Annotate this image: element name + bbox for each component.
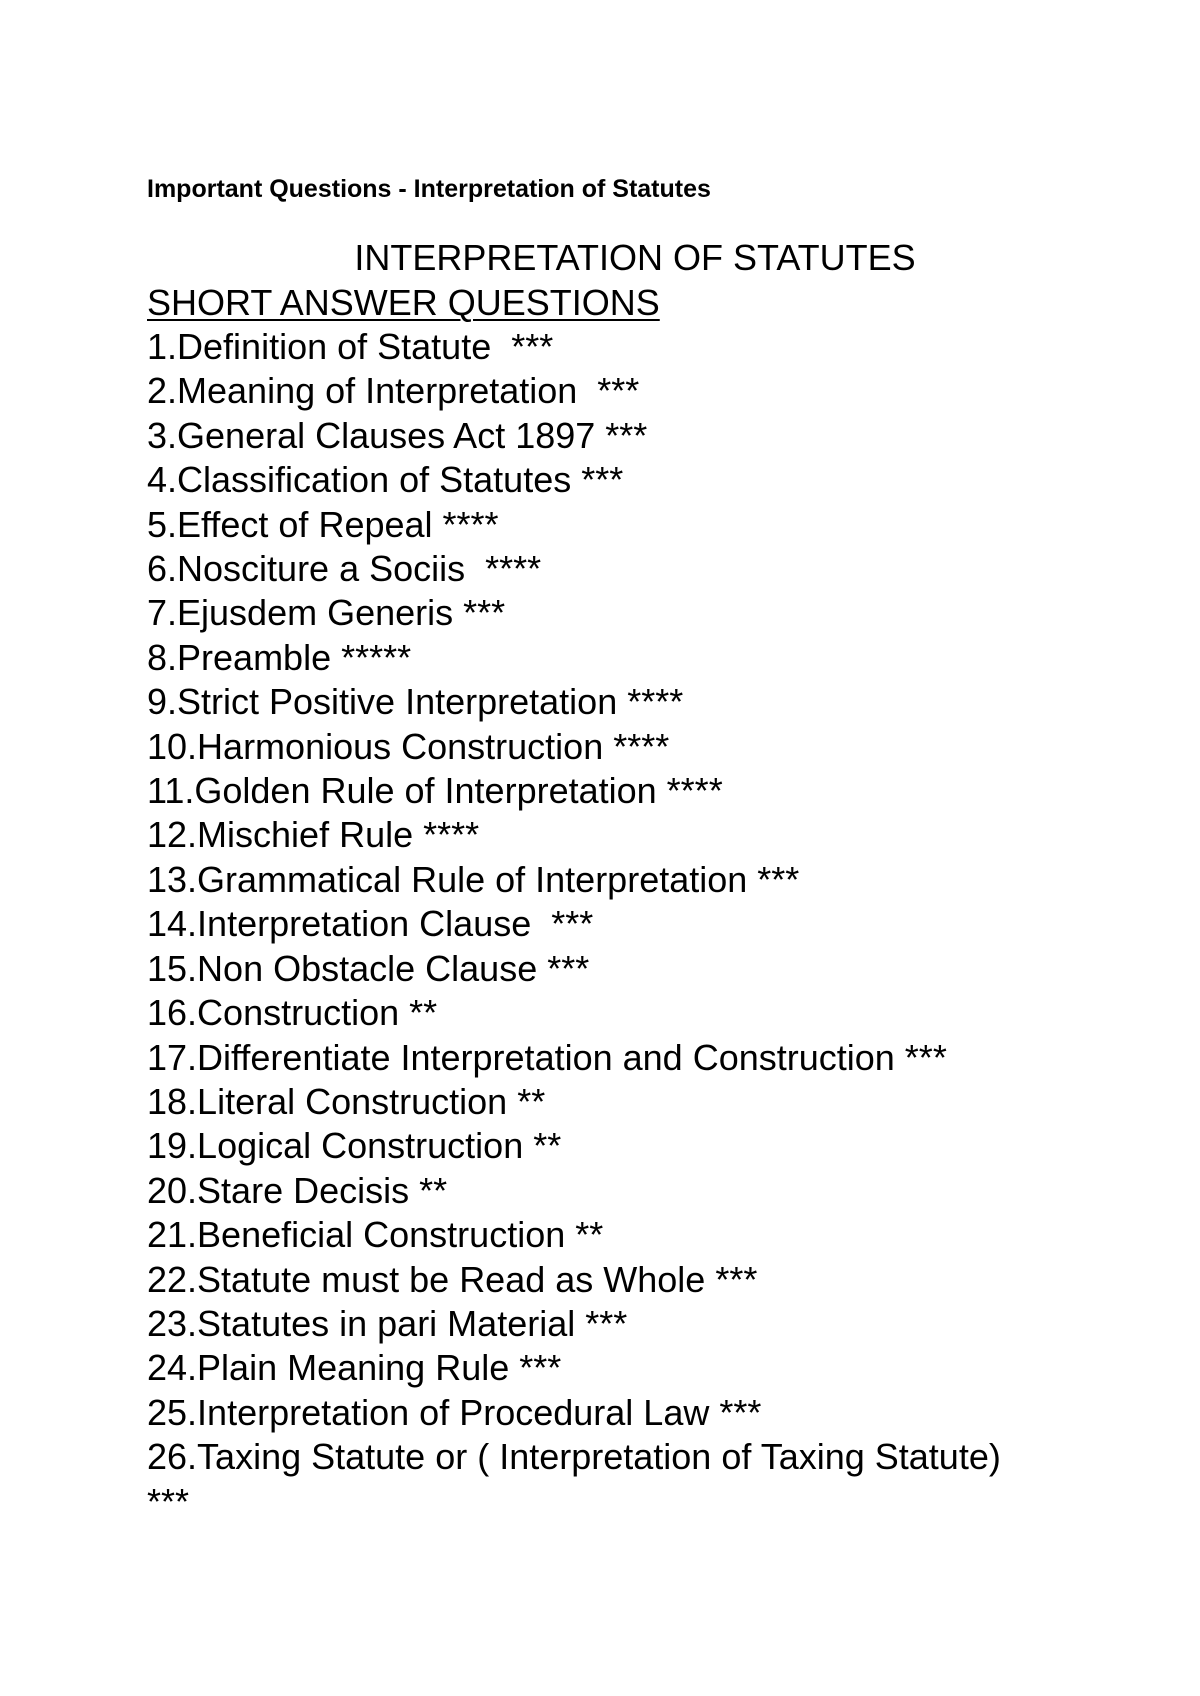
question-item: 20.Stare Decisis ** [147,1169,448,1211]
question-item: 7.Ejusdem Generis *** [147,592,506,634]
question-list [147,325,1047,1524]
question-item: 18.Literal Construction ** [147,1080,546,1122]
question-item: 21.Beneficial Construction ** [147,1214,604,1256]
question-item: 25.Interpretation of Procedural Law *** [147,1391,762,1433]
question-item: 22.Statute must be Read as Whole *** [147,1258,758,1300]
question-item: 16.Construction ** [147,992,438,1034]
question-item: 13.Grammatical Rule of Interpretation *** [147,858,800,900]
question-item: 1.Definition of Statute *** [147,326,554,367]
question-item: 14.Interpretation Clause *** [147,903,594,945]
question-item: 15.Non Obstacle Clause *** [147,947,590,989]
question-item: 26.Taxing Statute or ( Interpretation of Taxing Statute) *** [147,1436,1011,1522]
question-item: 10.Harmonious Construction **** [147,725,670,767]
section-heading: SHORT ANSWER QUESTIONS [147,282,660,323]
question-item: 19.Logical Construction ** [147,1125,562,1167]
question-item: 3.General Clauses Act 1897 *** [147,414,648,456]
question-item: 12.Mischief Rule **** [147,814,480,856]
question-item: 24.Plain Meaning Rule *** [147,1347,562,1389]
question-item: 9.Strict Positive Interpretation **** [147,681,684,723]
question-item: 2.Meaning of Interpretation *** [147,370,640,412]
question-item: 11.Golden Rule of Interpretation **** [147,770,723,812]
question-item: 6.Nosciture a Sociis **** [147,548,542,590]
running-header: Important Questions - Interpretation of Statutes [147,175,711,203]
question-item: 4.Classification of Statutes *** [147,459,624,501]
question-item: 17.Differentiate Interpretation and Construction *** [147,1036,947,1078]
question-item: 23.Statutes in pari Material *** [147,1302,628,1344]
document-title: INTERPRETATION OF STATUTES [354,237,916,278]
question-item: 5.Effect of Repeal **** [147,503,499,545]
question-item: 8.Preamble ***** [147,636,412,678]
